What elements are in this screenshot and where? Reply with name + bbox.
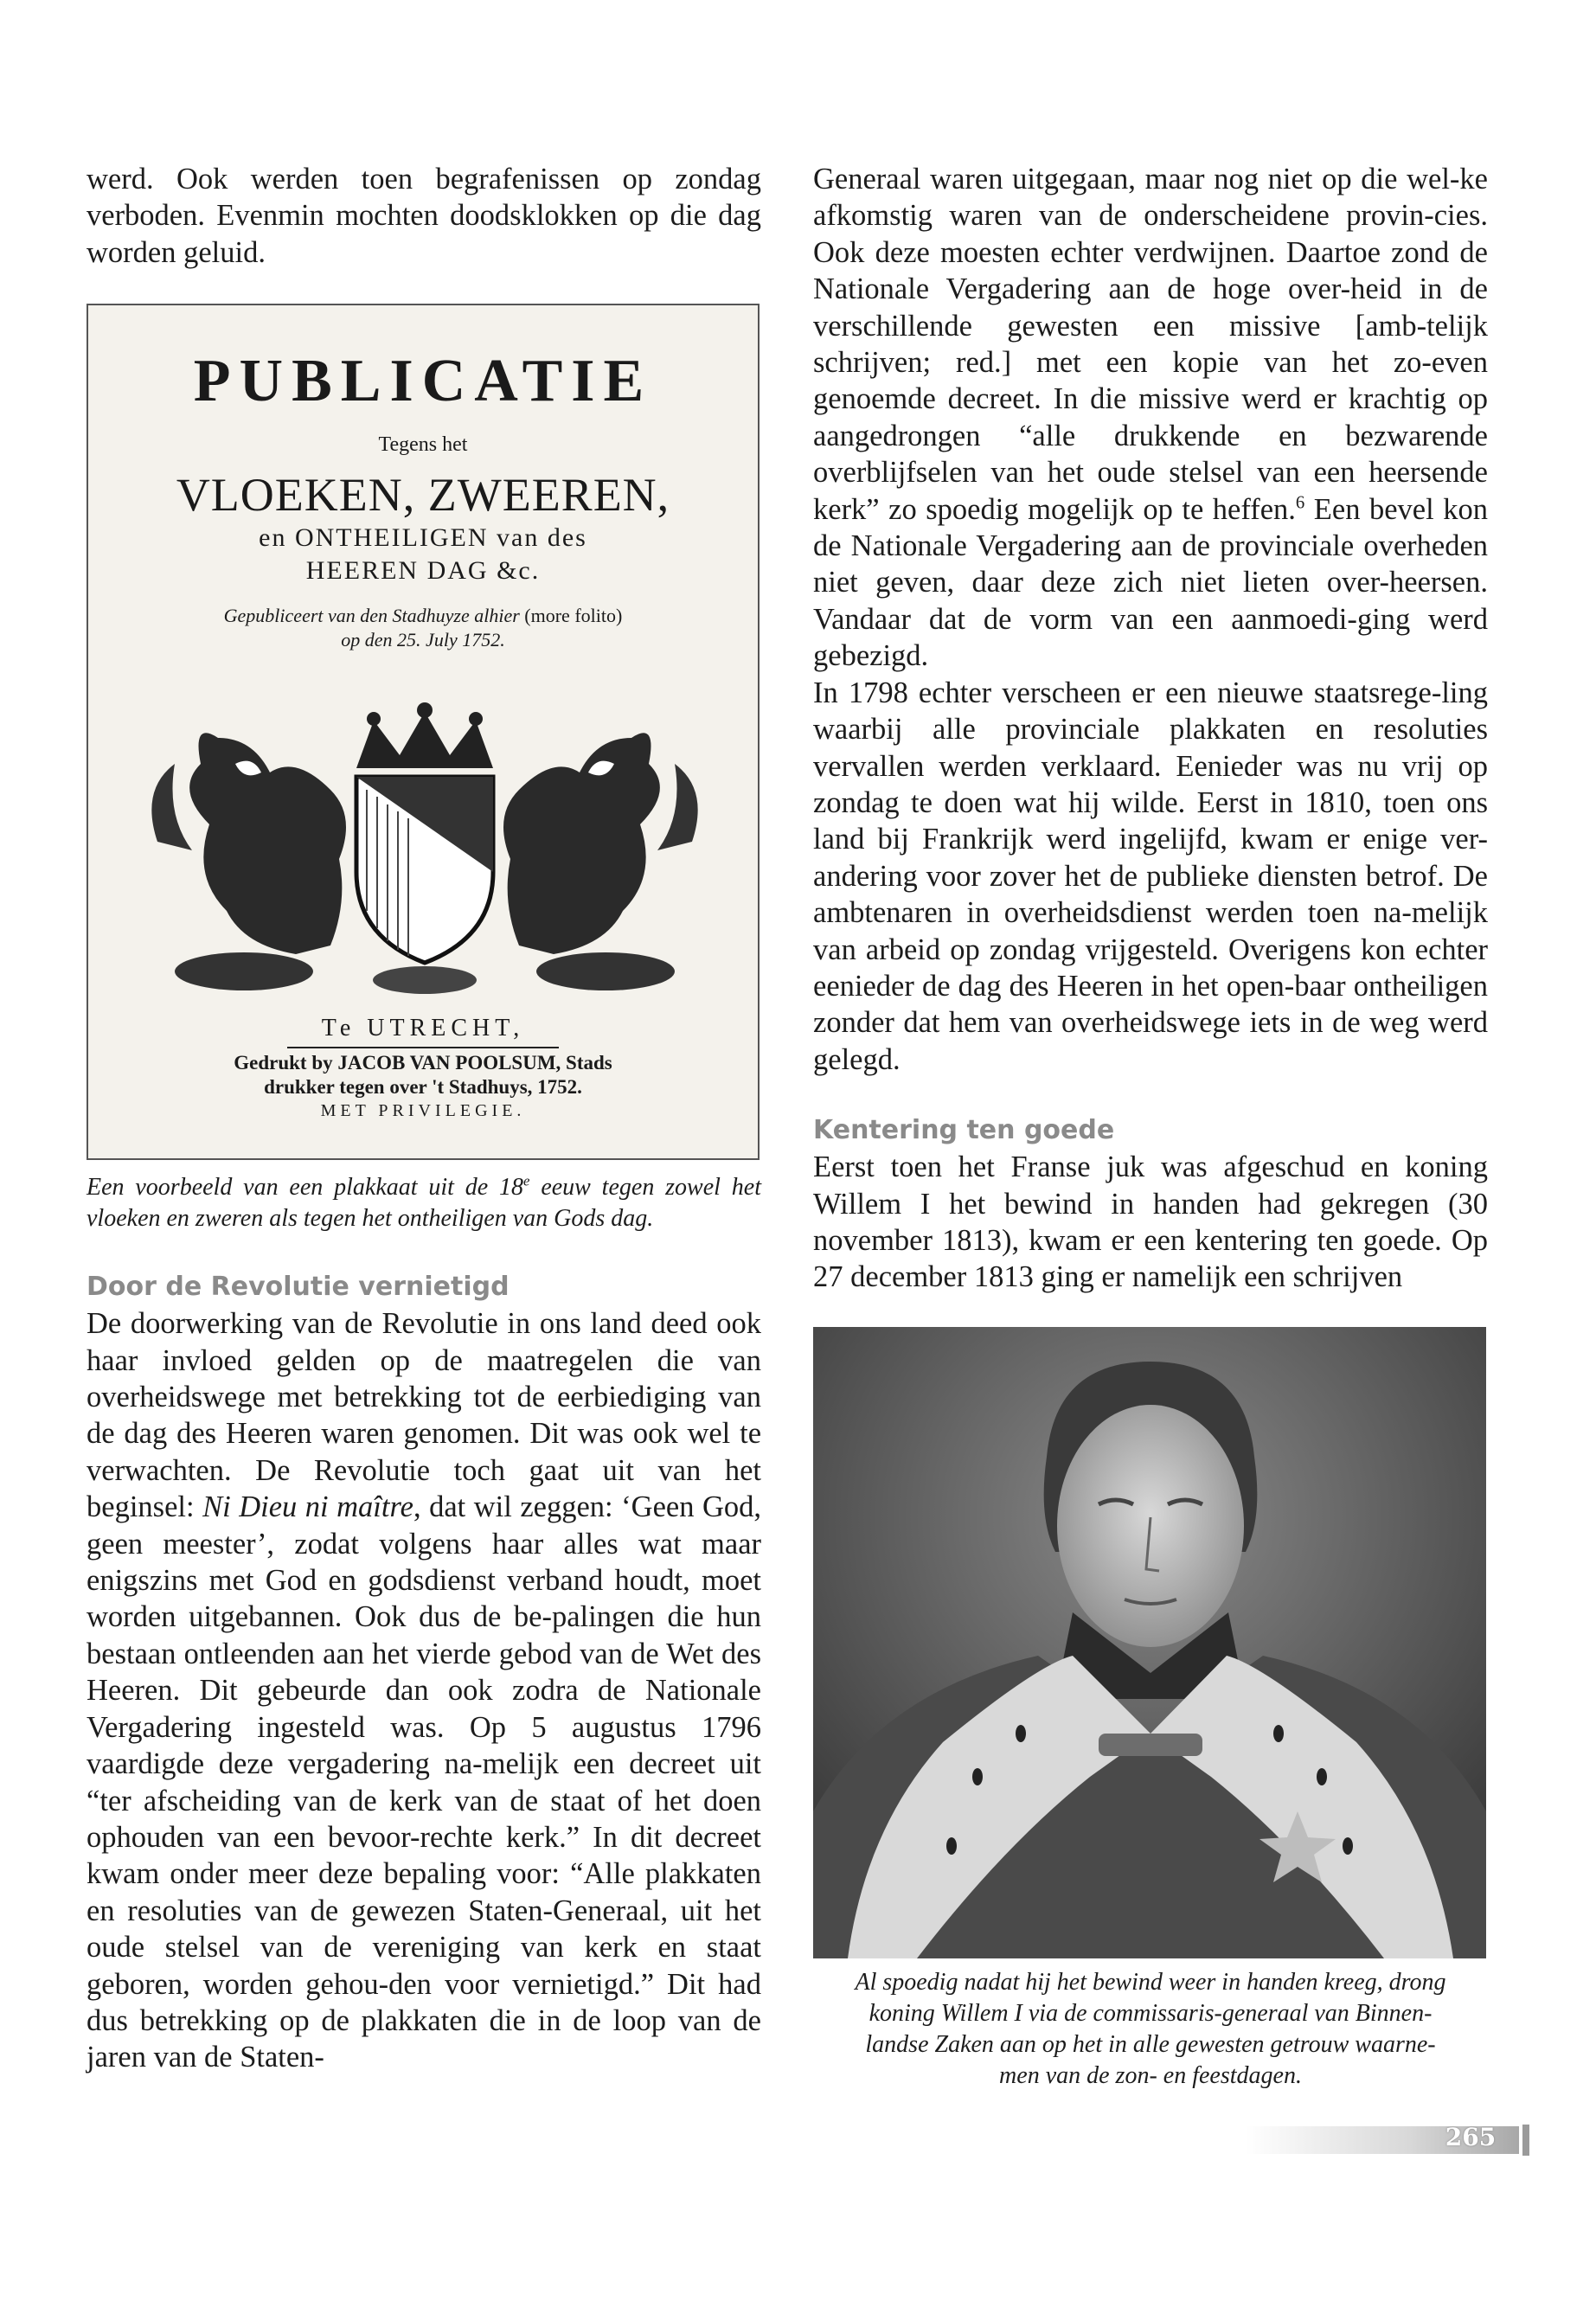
poster-gepubliceert: Gepubliceert van den Stadhuyze alhier (more folito) op den 25. July 1752. (223, 605, 623, 651)
portrait-caption: Al spoedig nadat hij het bewind weer in handen kreeg, drong koning Willem I via de commissaris-generaal van Binnen- landse Zaken aan op het in alle gewesten getrouw waarne- men van de zon- en feestdagen. (855, 1968, 1446, 2089)
coat-of-arms-icon (140, 686, 709, 997)
poster-heeren: HEEREN DAG &c. (305, 556, 541, 586)
revolutie-paragraph: De doorwerking van de Revolutie in ons land deed ook haar invloed gelden op de maatregelen die van overheidswege met betrekking tot de eerbiediging van de dag des Heeren waren genomen. Dit was ook wel te verwachten. De Revolutie toch gaat uit van het beginsel: Ni Dieu ni maître, dat wil zeggen: ‘Geen God, geen meester’, zodat volgens haar alles wat maar enigszins met God en godsdienst verband houdt, moet worden uitgebannen. Ook dus de be-palingen die hun bestaan ontleenden aan het vierde gebod van de Wet des Heeren. Dit gebeurde dan ook zodra de Nationale Vergadering ingesteld was. Op 5 augustus 1796 vaardigde deze vergadering na-melijk een decreet uit “ter afscheiding van de kerk van de staat of het doen ophouden van een bevoor-rechte kerk.” In dit decreet kwam onder meer deze bepaling voor: “Alle plakkaten en resoluties van de gewezen Staten-Generaal, uit het oude stelsel van de vereniging van kerk en staat geboren, worden gehou-den voor vernietigd.” Dit had dus betrekking op de plakkaten die in de loop van de jaren van de Staten- (87, 1307, 762, 2074)
poster-title: PUBLICATIE (193, 348, 653, 415)
poster-ontheiligen: en ONTHEILIGEN van des (259, 523, 587, 553)
intro-paragraph: werd. Ook werden toen begrafenissen op zondag verboden. Evenmin mochten doodsklokken op die dag worden geluid. (87, 163, 761, 269)
poster-rule (287, 1047, 559, 1048)
staatsregeling-paragraph: In 1798 echter verscheen er een nieuwe staatsrege-ling waarbij alle provinciale plakkaten en resoluties vervallen werden verklaard. Eenieder was nu vrij op zondag te doen wat hij wilde. Eerst in 1810, toen ons land bij Frankrijk werd ingelijfd, kwam er enige ver-andering voor zover het de publieke diensten betrof. De ambtenaren in overheidsdienst werden toen na-melijk van arbeid op zondag vrijgesteld. Overigens kon echter eenieder de dag des Heeren in het open-baar ontheiligen zonder dat hem van overheidswege iets in de weg werd gelegd. (813, 676, 1489, 1076)
poster-caption: Een voorbeeld van een plakkaat uit de 18e eeuw tegen zowel het vloeken en zweren als tegen het ontheiligen van Gods dag. (87, 1172, 761, 1233)
missive-paragraph: Generaal waren uitgegaan, maar nog niet op die wel-ke afkomstig waren van de onderscheidene provin-cies. Ook deze moesten echter verdwijnen. Daartoe zond de Nationale Vergadering aan de hoge over-heid in de verschillende gewesten een missive [amb-telijk schrijven; red.] met een kopie van het zo-even genoemde decreet. In die missive werd er krachtig op aangedrongen “alle drukkende en bezwarende overblijfselen van het oude stelsel van een heersende kerk” zo spoedig mogelijk op te heffen.$^6$ Een bevel kon de Nationale Vergadering aan de provinciale overheden niet geven, daar deze zich niet lieten over-heersen. Vandaar dat de vorm van een aanmoedi-ging werd gebezigd. (813, 163, 1489, 673)
section-heading-revolutie: Door de Revolutie vernietigd (87, 1272, 510, 1303)
kentering-paragraph: Eerst toen het Franse juk was afgeschud en koning Willem I het bewind in handen had gekregen (30 november 1813), kwam er een kentering ten goede. Op 27 december 1813 ging er namelijk een schrijven (813, 1150, 1488, 1294)
portrait-figure-icon (813, 1327, 1486, 1958)
left-column (87, 161, 761, 2076)
poster-vloeken: VLOEKEN, ZWEEREN, (176, 469, 670, 522)
page-number: 265 (1445, 2123, 1497, 2151)
poster-tegens: Tegens het (378, 433, 468, 457)
portrait-willem-i-image (813, 1327, 1486, 1958)
page-number-tick (1522, 2125, 1529, 2156)
poster-gedrukt: Gedrukt by JACOB VAN POOLSUM, Stads drukker tegen over 't Stadhuys, 1752. (234, 1052, 612, 1099)
poster-utrecht: Te UTRECHT, (321, 1015, 525, 1042)
right-column (813, 161, 1488, 2092)
publicatie-poster-image (87, 304, 760, 1160)
section-heading-kentering: Kentering ten goede (813, 1115, 1115, 1146)
poster-privilegie: MET PRIVILEGIE. (320, 1101, 526, 1121)
